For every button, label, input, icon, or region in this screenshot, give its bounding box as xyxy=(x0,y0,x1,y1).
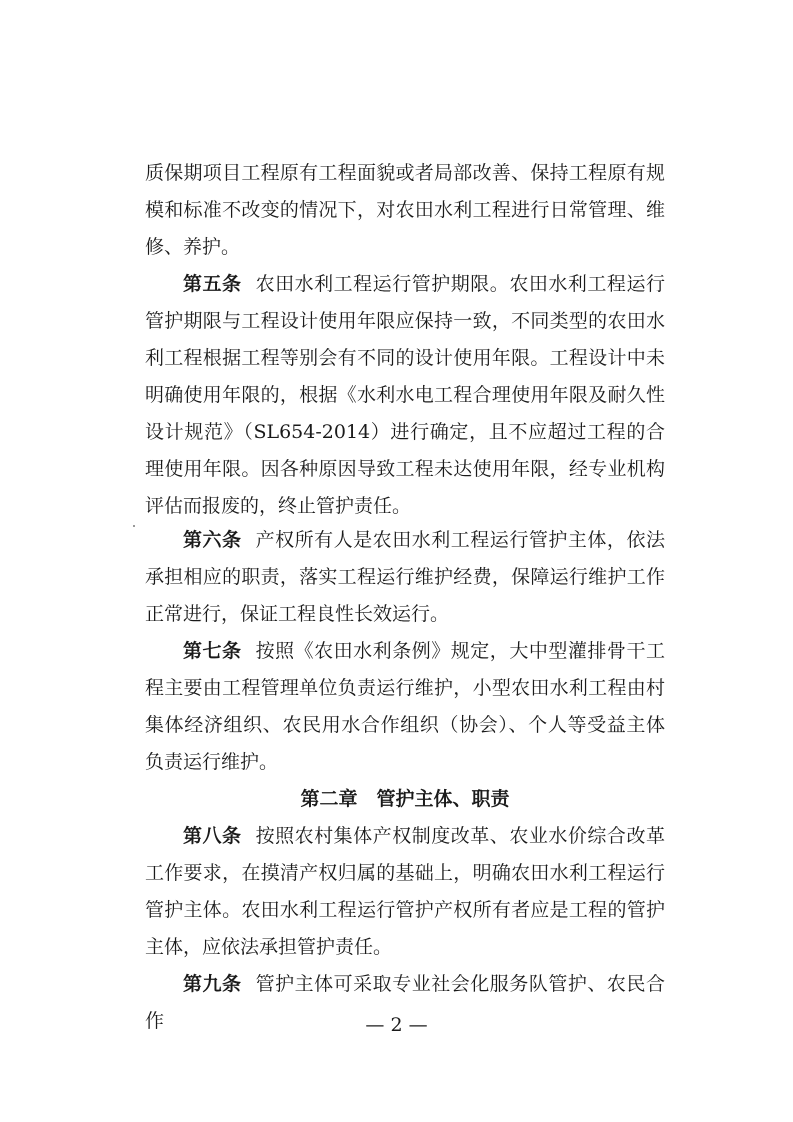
article-5-text: 农田水利工程运行管护期限。农田水利工程运行管护期限与工程设计使用年限应保持一致，不同类型的农田水利工程根据工程等别会有不同的设计使用年限。工程设计中未明确使用年限的，根据《水利水电工程合理使用年限及耐久性设计规范》（SL654-2014）进行确定，且不应超过工程的合理使用年限。因各种原因导致工程未达使用年限，经专业机构评估而报废的，终止管护责任。 xyxy=(145,273,665,517)
body-text-lower xyxy=(145,818,665,1040)
article-8-label: 第八条 xyxy=(183,825,242,847)
article-8 xyxy=(145,818,665,966)
article-6-label: 第六条 xyxy=(183,529,242,551)
page-number: — 2 — xyxy=(365,1014,428,1036)
article-7 xyxy=(145,633,665,781)
article-6 xyxy=(145,522,665,633)
article-8-text: 按照农村集体产权制度改革、农业水价综合改革工作要求，在摸清产权归属的基础上，明确农田水利工程运行管护主体。农田水利工程运行管护产权所有者应是工程的管护主体，应依法承担管护责任。 xyxy=(145,825,665,958)
article-5 xyxy=(145,266,665,525)
article-7-label: 第七条 xyxy=(183,640,242,662)
body-text-upper xyxy=(145,155,665,525)
article-6-text: 产权所有人是农田水利工程运行管护主体，依法承担相应的职责，落实工程运行维护经费，保障运行维护工作正常进行，保证工程良性长效运行。 xyxy=(145,529,665,625)
body-text-middle xyxy=(145,522,665,781)
article-7-text: 按照《农田水利条例》规定，大中型灌排骨干工程主要由工程管理单位负责运行维护，小型农田水利工程由村集体经济组织、农民用水合作组织（协会）、个人等受益主体负责运行维护。 xyxy=(145,640,665,773)
scan-speck xyxy=(133,525,135,527)
continuation-paragraph: 质保期项目工程原有工程面貌或者局部改善、保持工程原有规模和标准不改变的情况下，对农田水利工程进行日常管理、维修、养护。 xyxy=(145,162,665,258)
chapter-heading: 第二章 管护主体、职责 xyxy=(300,788,510,810)
article-5-label: 第五条 xyxy=(183,273,242,295)
article-9-text: 管护主体可采取专业社会化服务队管护、农民合作 xyxy=(145,973,665,1032)
article-9-label: 第九条 xyxy=(183,973,242,995)
